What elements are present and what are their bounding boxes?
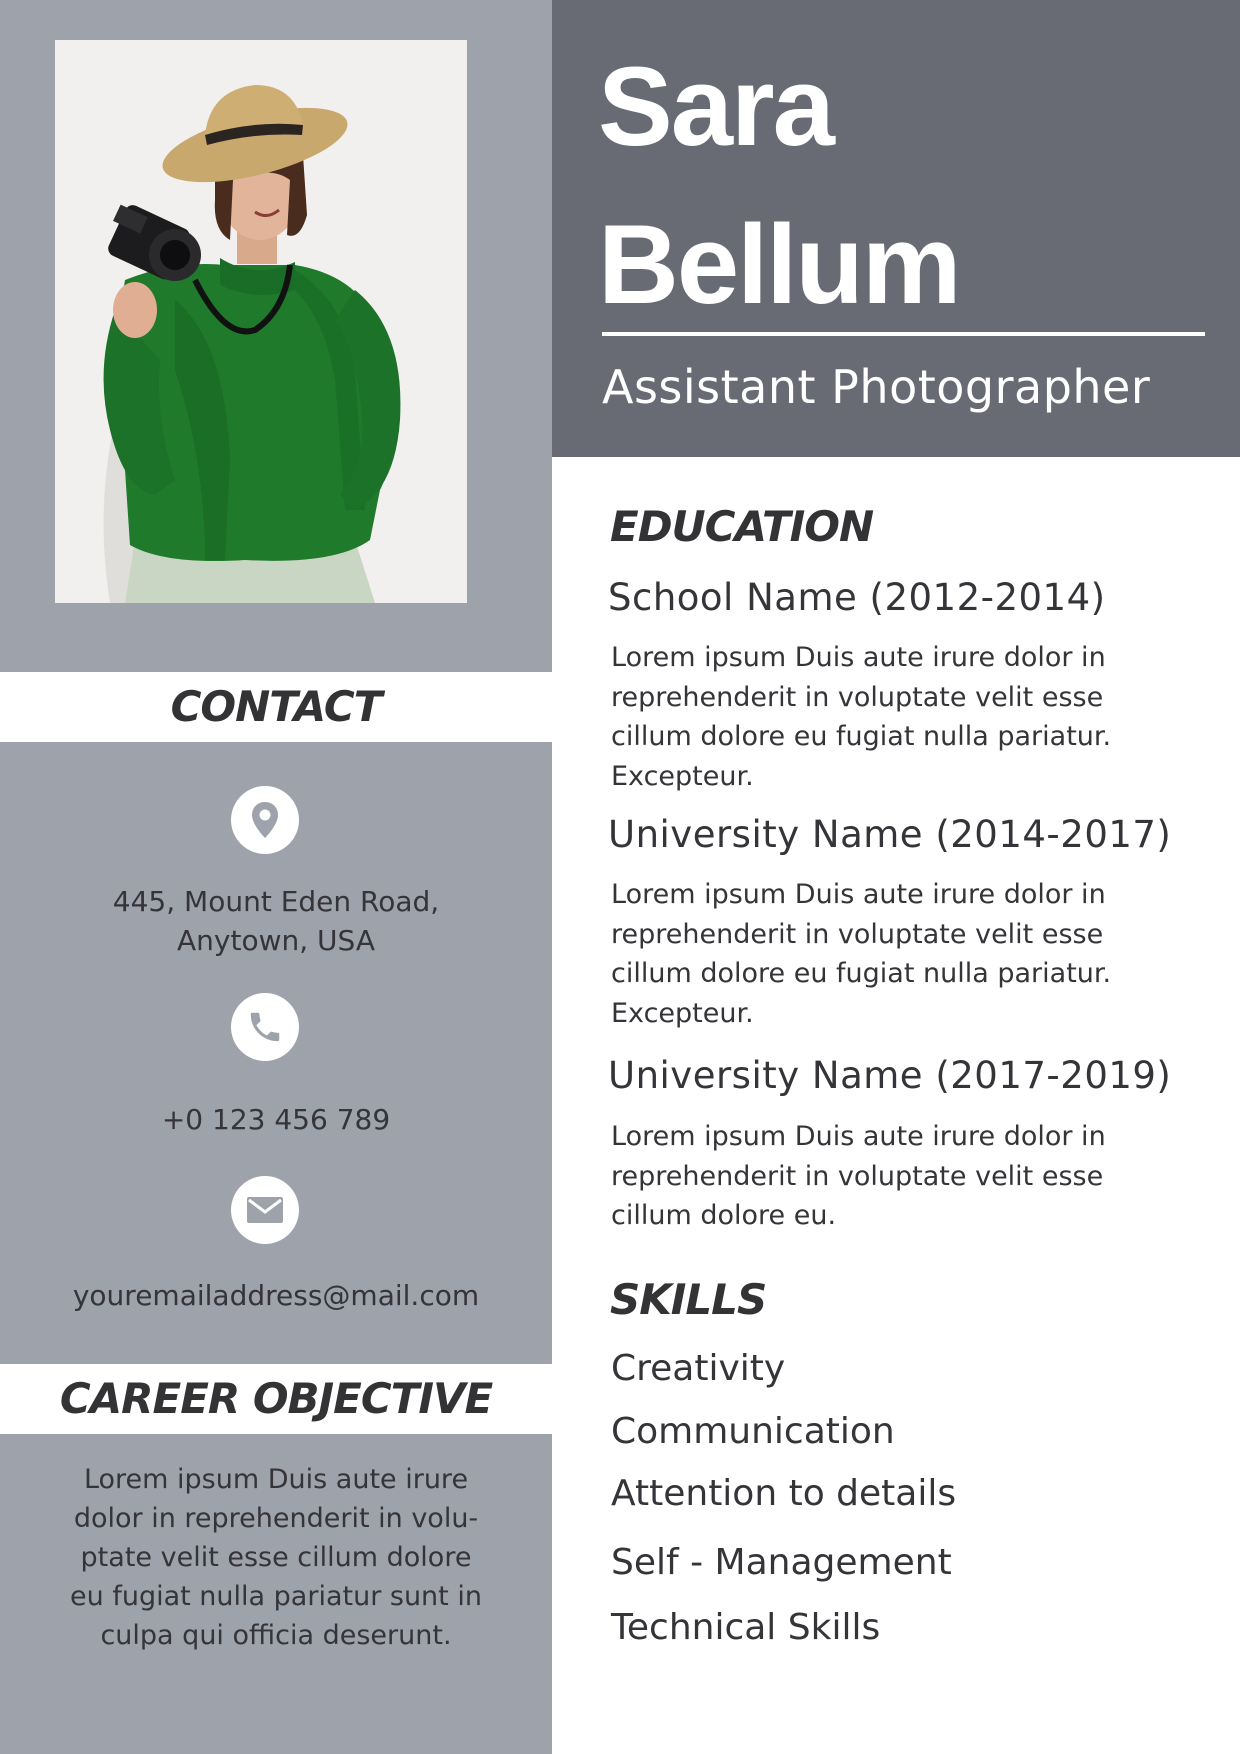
address-line-1: 445, Mount Eden Road,	[112, 885, 440, 918]
career-objective-text	[32, 1460, 520, 1655]
skill-item: Technical Skills	[611, 1607, 881, 1648]
skills-heading: SKILLS	[610, 1275, 767, 1324]
last-name: Bellum	[598, 202, 960, 327]
career-line: Lorem ipsum Duis aute irure	[83, 1464, 469, 1495]
skill-item: Creativity	[611, 1348, 786, 1389]
education-description-1	[611, 638, 1211, 796]
skill-item: Communication	[611, 1411, 895, 1452]
location-pin-icon	[231, 786, 299, 854]
education-school-2: University Name (2014-2017)	[608, 813, 1172, 856]
envelope-icon	[231, 1176, 299, 1244]
career-line: ptate velit esse cillum dolore	[80, 1542, 472, 1573]
contact-heading-band	[0, 672, 552, 742]
education-heading: EDUCATION	[610, 502, 874, 551]
contact-phone: +0 123 456 789	[161, 1103, 391, 1136]
contact-address	[20, 882, 532, 960]
education-line: Excepteur.	[611, 997, 754, 1029]
education-school-3: University Name (2017-2019)	[608, 1054, 1172, 1097]
education-line: reprehenderit in voluptate velit esse	[611, 1160, 1104, 1192]
education-line: Excepteur.	[611, 760, 754, 792]
profile-photo	[55, 40, 467, 603]
education-line: cillum dolore eu fugiat nulla pariatur.	[611, 958, 1112, 989]
job-title: Assistant Photographer	[602, 360, 1151, 414]
education-description-2	[611, 875, 1211, 1033]
career-line: dolor in reprehenderit in volu-	[73, 1503, 479, 1534]
career-heading: CAREER OBJECTIVE	[59, 1374, 493, 1423]
education-description-3	[611, 1117, 1211, 1236]
candidate-name	[598, 28, 959, 344]
education-line: Lorem ipsum Duis aute irure dolor in	[611, 879, 1106, 910]
phone-icon	[231, 993, 299, 1061]
contact-email: youremailaddress@mail.com	[72, 1279, 480, 1312]
contact-heading: CONTACT	[170, 682, 382, 731]
skill-item: Self - Management	[611, 1542, 952, 1583]
skill-item: Attention to details	[611, 1473, 957, 1514]
education-line: reprehenderit in voluptate velit esse	[611, 681, 1104, 713]
education-line: Lorem ipsum Duis aute irure dolor in	[611, 1121, 1106, 1152]
career-line: eu fugiat nulla pariatur sunt in	[70, 1581, 482, 1612]
career-heading-band	[0, 1364, 552, 1434]
address-line-2: Anytown, USA	[177, 924, 375, 957]
first-name: Sara	[598, 44, 833, 169]
career-line: culpa qui officia deserunt.	[100, 1620, 452, 1651]
education-line: cillum dolore eu fugiat nulla pariatur.	[611, 721, 1112, 752]
header-divider	[602, 332, 1205, 336]
education-school-1: School Name (2012-2014)	[608, 576, 1106, 619]
education-line: reprehenderit in voluptate velit esse	[611, 918, 1104, 950]
education-line: Lorem ipsum Duis aute irure dolor in	[611, 642, 1106, 673]
education-line: cillum dolore eu.	[611, 1200, 837, 1231]
